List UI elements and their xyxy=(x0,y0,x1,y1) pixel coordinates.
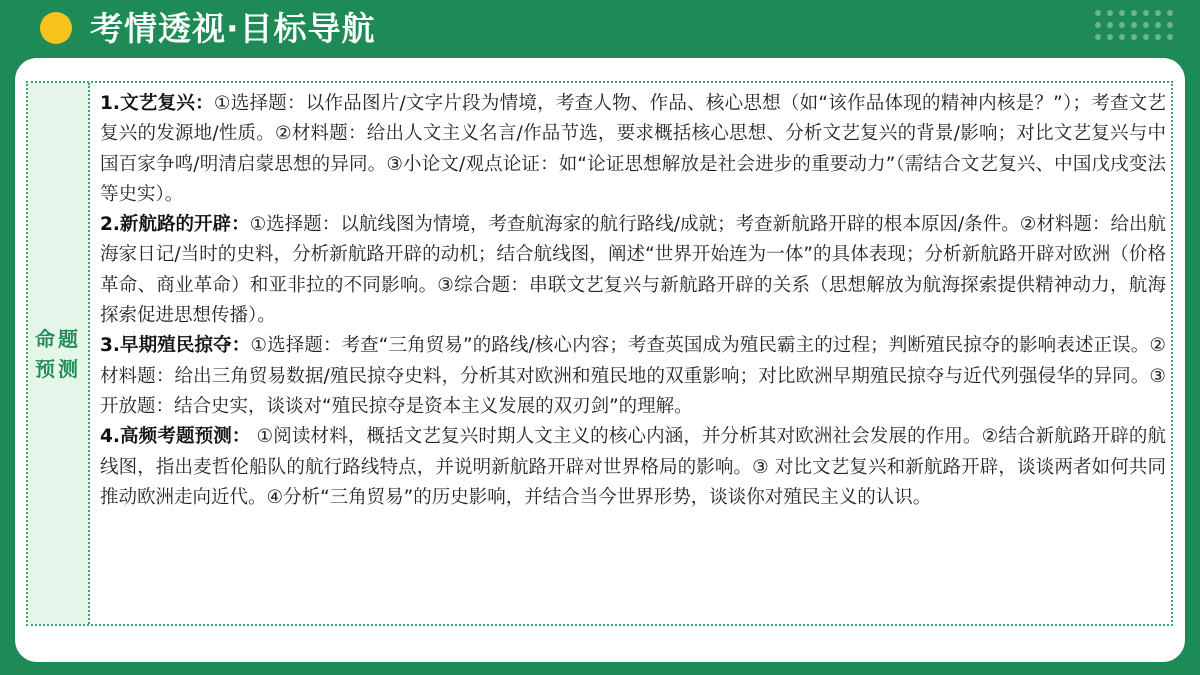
section-heading: 4.高频考题预测： xyxy=(100,426,251,448)
section-text: ①选择题：以航线图为情境，考查航海家的航行路线/成就；考查新航路开辟的根本原因/条件。②材料题：给出航海家日记/当时的史料，分析新航路开辟的动机；结合航线图，阐述“世界开始连为一体”的具体表现；分析新航路开辟对欧洲（价格革命、商业革命）和亚非拉的不同影响。③综合题：串联文艺复兴与新航路开辟的关系（思想解放为航海探索提供精神动力，航海探索促进思想传播）。 xyxy=(100,214,1167,327)
section-exam-prediction xyxy=(100,422,1166,513)
content-card xyxy=(15,58,1185,662)
section-text: ①选择题：以作品图片/文字片段为情境，考查人物、作品、核心思想（如“该作品体现的精神内核是？”）；考查文艺复兴的发源地/性质。②材料题：给出人文主义名言/作品节选，要求概括核心思想、分析文艺复兴的背景/影响；对比文艺复兴与中国百家争鸣/明清启蒙思想的异同。③小论文/观点论证：如“论证思想解放是社会进步的重要动力”（需结合文艺复兴、中国戊戌变法等史实）。 xyxy=(100,93,1166,205)
section-new-sea-routes xyxy=(100,210,1166,331)
section-colonial-plunder xyxy=(100,331,1166,422)
section-heading: 2.新航路的开辟： xyxy=(100,214,250,236)
yellow-dot-icon xyxy=(40,12,72,44)
content-body xyxy=(100,89,1166,513)
content-frame xyxy=(26,81,1173,626)
page-title: 考情透视·目标导航 xyxy=(90,9,376,48)
section-text: ①选择题：考查“三角贸易”的路线/核心内容；考查英国成为殖民霸主的过程；判断殖民掠夺的影响表述正误。②材料题：给出三角贸易数据/殖民掠夺史料，分析其对欧洲和殖民地的双重影响；对比欧洲早期殖民掠夺与近代列强侵华的异同。③开放题：结合史实，谈谈对“殖民掠夺是资本主义发展的双刃剑”的理解。 xyxy=(100,335,1166,417)
sidebar-label: 命题预测 xyxy=(35,326,81,381)
section-renaissance xyxy=(100,89,1166,210)
sidebar xyxy=(28,83,90,624)
section-heading: 3.早期殖民掠夺： xyxy=(100,335,251,357)
header-bar xyxy=(0,0,1200,60)
section-text: ①阅读材料，概括文艺复兴时期人文主义的核心内涵，并分析其对欧洲社会发展的作用。②结合新航路开辟的航线图，指出麦哲伦船队的航行路线特点，并说明新航路开辟对世界格局的影响。③ 对比文艺复兴和新航路开辟，谈谈两者如何共同推动欧洲走向近代。④分析“三角贸易”的历史影响，并结合当今世界形势，谈谈你对殖民主义的认识。 xyxy=(100,426,1166,508)
section-heading: 1.文艺复兴： xyxy=(100,93,214,114)
